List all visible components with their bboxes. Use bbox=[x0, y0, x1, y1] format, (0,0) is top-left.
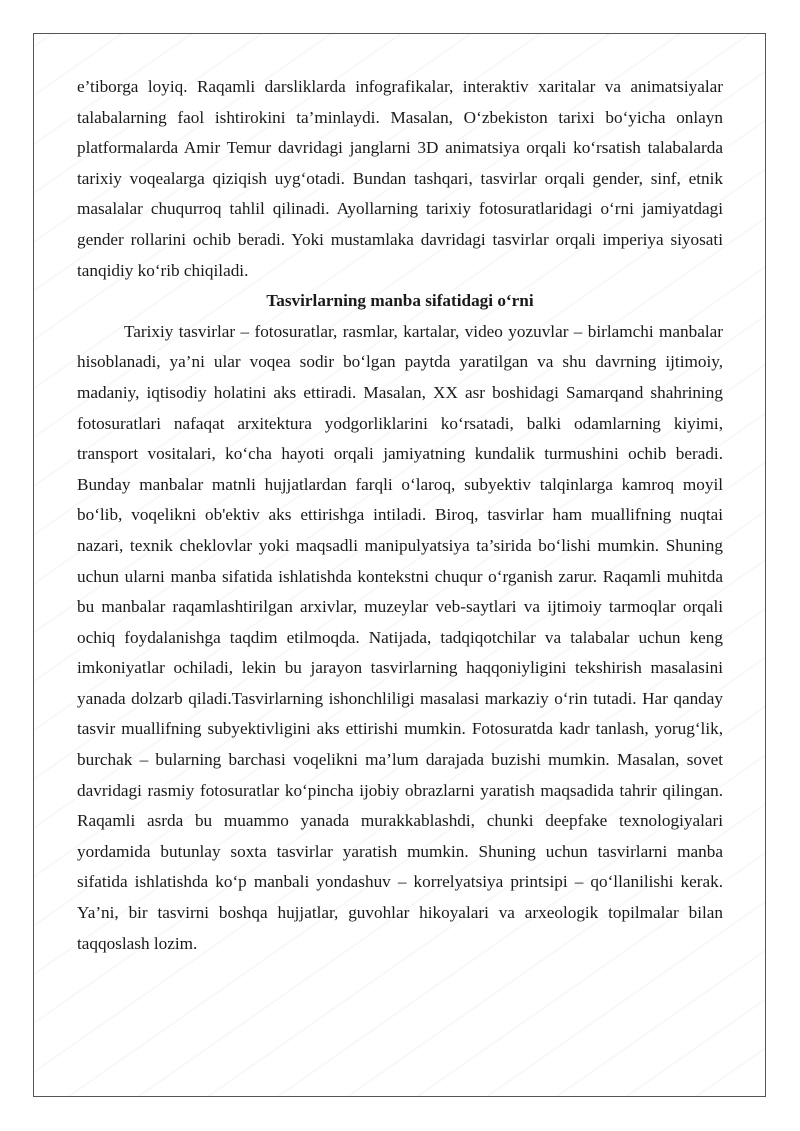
paragraph-main: Tarixiy tasvirlar – fotosuratlar, rasmlar, kartalar, video yozuvlar – birlamchi manbalar hisoblanadi, ya’ni ular voqea sodir bo‘lgan paytda yaratilgan va shu davrning ijtimoiy, madaniy, iqtisodiy holatini aks ettiradi. Masalan, XX asr boshidagi Samarqand shahrining fotosuratlari nafaqat arxitektura yodgorliklarini ko‘rsatadi, balki odamlarning kiyimi, transport vositalari, ko‘cha hayoti orqali jamiyatning kundalik turmushini ochib beradi. Bunday manbalar matnli hujjatlardan farqli o‘laroq, subyektiv talqinlarga kamroq moyil bo‘lib, voqelikni ob'ektiv aks ettirishga intiladi. Biroq, tasvirlar ham muallifning nuqtai nazari, texnik cheklovlar yoki maqsadli manipulyatsiya ta’sirida bo‘lishi mumkin. Shuning uchun ularni manba sifatida ishlatishda kontekstni chuqur o‘rganish zarur. Raqamli muhitda bu manbalar raqamlashtirilgan arxivlar, muzeylar veb-saytlari va ijtimoiy tarmoqlar orqali ochiq foydalanishga taqdim etilmoqda. Natijada, tadqiqotchilar va talabalar uchun keng imkoniyatlar ochiladi, lekin bu jarayon tasvirlarning haqqoniyligini tekshirish masalasini yanada dolzarb qiladi.Tasvirlarning ishonchliligi masalasi markaziy o‘rin tutadi. Har qanday tasvir muallifning subyektivligini aks ettirishi mumkin. Fotosuratda kadr tanlash, yorug‘lik, burchak – bularning barchasi voqelikni ma’lum darajada buzishi mumkin. Masalan, sovet davridagi rasmiy fotosuratlar ko‘pincha ijobiy obrazlarni yaratish maqsadida tahrir qilingan. Raqamli asrda bu muammo yanada murakkablashdi, chunki deepfake texnologiyalari yordamida butunlay soxta tasvirlar yaratish mumkin. Shuning uchun tasvirlarni manba sifatida ishlatishda ko‘p manbali yondashuv – korrelyatsiya printsipi – qo‘llanilishi kerak. Ya’ni, bir tasvirni boshqa hujjatlar, guvohlar hikoyalari va arxeologik topilmalar bilan taqqoslash lozim. bbox=[77, 321, 723, 953]
paragraph-continuation: e’tiborga loyiq. Raqamli darsliklarda infografikalar, interaktiv xaritalar va animatsiyalar talabalarning faol ishtirokini ta’minlaydi. Masalan, O‘zbekiston tarixi bo‘yicha onlayn platformalarda Amir Temur davridagi janglarni 3D animatsiya orqali ko‘rsatish talabalarda tarixiy voqealarga qiziqish uyg‘otadi. Bundan tashqari, tasvirlar orqali gender, sinf, etnik masalalar chuqurroq tahlil qilinadi. Ayollarning tarixiy fotosuratlaridagi o‘rni jamiyatdagi gender rollarini ochib beradi. Yoki mustamlaka davridagi tasvirlar orqali imperiya siyosati tanqidiy ko‘rib chiqiladi. bbox=[77, 77, 723, 280]
section-heading: Tasvirlarning manba sifatidagi o‘rni bbox=[266, 291, 534, 311]
document-body bbox=[77, 72, 723, 959]
